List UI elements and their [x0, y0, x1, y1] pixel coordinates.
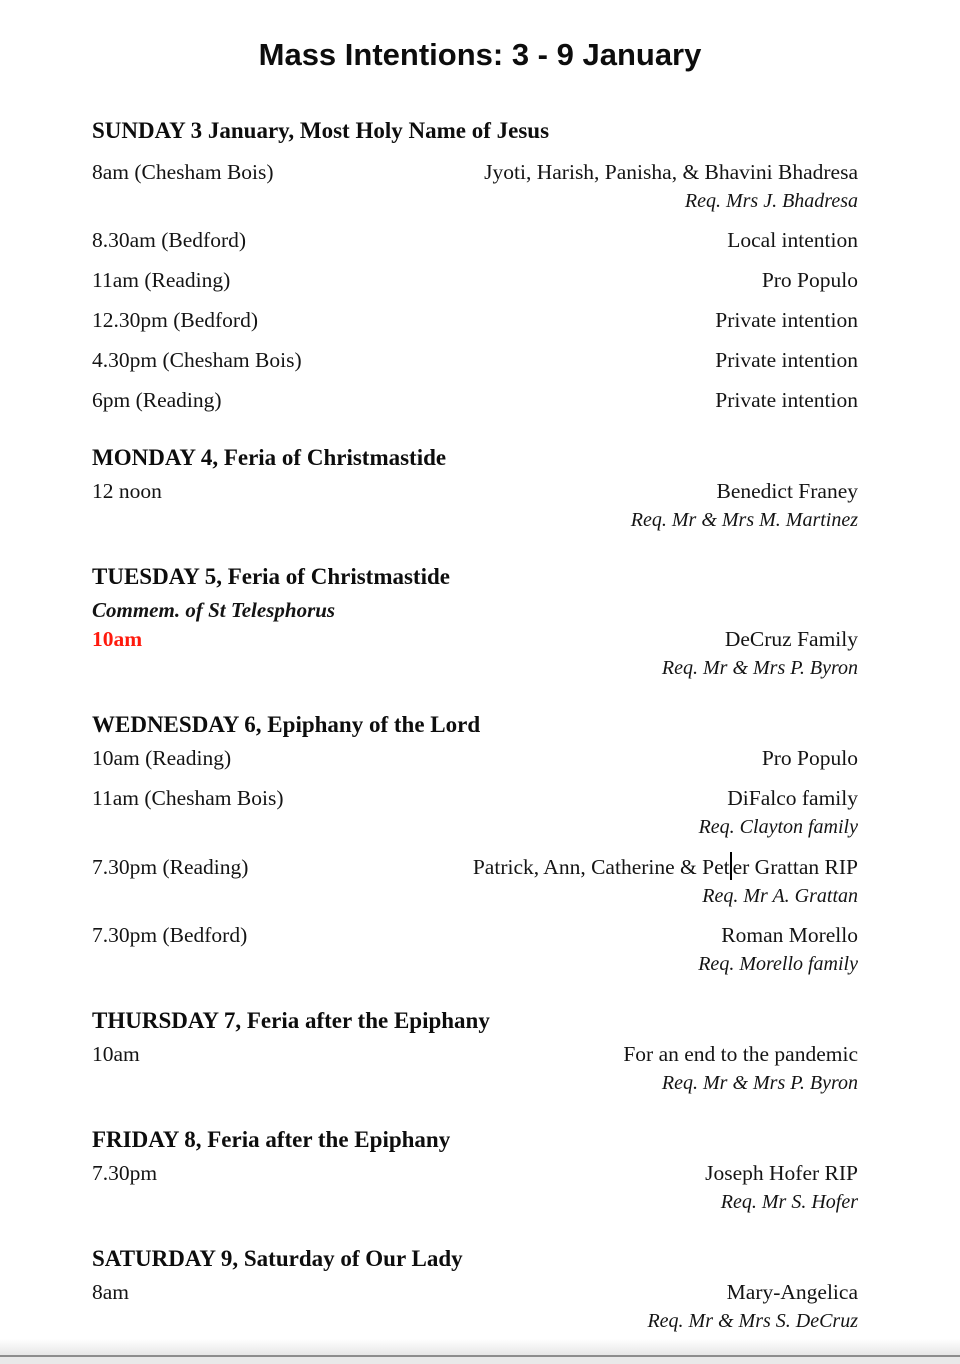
day-section-sunday [92, 116, 858, 415]
mass-intention: DiFalco family [727, 786, 858, 810]
mass-time-highlighted: 10am [92, 627, 143, 651]
mass-row [92, 386, 858, 415]
intention-text-before-cursor: Patrick, Ann, Catherine & Pet [472, 855, 730, 879]
requested-by: Req. Mr A. Grattan [702, 885, 858, 907]
mass-time: 8am [92, 1280, 130, 1304]
mass-time: 10am [92, 1042, 140, 1066]
day-section-wednesday [92, 710, 858, 978]
requested-by: Req. Mr S. Hofer [720, 1191, 858, 1213]
requested-by: Req. Morello family [698, 953, 858, 975]
mass-intention: Benedict Franey [716, 479, 858, 503]
mass-row [92, 1159, 858, 1188]
mass-row [92, 784, 858, 813]
mass-time: 4.30pm (Chesham Bois) [92, 348, 302, 372]
day-header: TUESDAY 5, Feria of Christmastide [92, 564, 450, 589]
mass-row [92, 1040, 858, 1069]
mass-row [92, 477, 858, 506]
page-title: Mass Intentions: 3 - 9 January [258, 37, 702, 72]
day-section-saturday [92, 1244, 858, 1335]
mass-intention: Joseph Hofer RIP [705, 1161, 858, 1185]
day-header: FRIDAY 8, Feria after the Epiphany [92, 1127, 451, 1152]
mass-time: 12 noon [92, 479, 162, 503]
mass-intention: Pro Populo [761, 746, 858, 770]
mass-intention: DeCruz Family [724, 627, 858, 651]
mass-row [92, 158, 858, 187]
day-header: THURSDAY 7, Feria after the Epiphany [92, 1008, 490, 1033]
mass-row [92, 226, 858, 255]
requested-by: Req. Mr & Mrs P. Byron [661, 657, 858, 679]
day-section-tuesday [92, 562, 858, 682]
mass-time: 7.30pm (Bedford) [92, 923, 248, 947]
mass-row [92, 921, 858, 950]
day-section-thursday [92, 1006, 858, 1097]
mass-intention: Private intention [715, 308, 858, 332]
viewport-bottom-edge [0, 1355, 960, 1364]
mass-time: 10am (Reading) [92, 746, 232, 770]
mass-intentions-list [92, 116, 858, 1335]
mass-intention [248, 852, 858, 882]
mass-time: 7.30pm (Reading) [92, 855, 249, 879]
mass-row [92, 306, 858, 335]
commemoration-note: Commem. of St Telesphorus [92, 598, 336, 622]
mass-time: 11am (Chesham Bois) [92, 786, 284, 810]
requested-by: Req. Mrs J. Bhadresa [684, 190, 858, 212]
page-bottom-fade [0, 1339, 960, 1355]
day-header: MONDAY 4, Feria of Christmastide [92, 445, 447, 470]
mass-time: 11am (Reading) [92, 268, 231, 292]
mass-row [92, 744, 858, 773]
requested-by: Req. Mr & Mrs S. DeCruz [647, 1310, 858, 1332]
mass-intention: Private intention [715, 348, 858, 372]
mass-row [92, 625, 858, 654]
day-header: WEDNESDAY 6, Epiphany of the Lord [92, 712, 481, 737]
mass-time: 6pm (Reading) [92, 388, 222, 412]
mass-intention: Local intention [727, 228, 858, 252]
mass-intention: Pro Populo [761, 268, 858, 292]
mass-time: 12.30pm (Bedford) [92, 308, 258, 332]
day-header: SUNDAY 3 January, Most Holy Name of Jesus [92, 118, 550, 143]
day-section-friday [92, 1125, 858, 1216]
mass-time: 8.30am (Bedford) [92, 228, 247, 252]
mass-row [92, 852, 858, 882]
mass-row [92, 1278, 858, 1307]
mass-time: 7.30pm [92, 1161, 158, 1185]
mass-intention: Jyoti, Harish, Panisha, & Bhavini Bhadresa [484, 160, 858, 184]
mass-intention: Mary-Angelica [726, 1280, 858, 1304]
mass-intention: Private intention [715, 388, 858, 412]
requested-by: Req. Clayton family [698, 816, 858, 838]
mass-row [92, 266, 858, 295]
mass-intention: For an end to the pandemic [623, 1042, 858, 1066]
requested-by: Req. Mr & Mrs P. Byron [661, 1072, 858, 1094]
mass-row [92, 346, 858, 375]
day-header: SATURDAY 9, Saturday of Our Lady [92, 1246, 463, 1271]
mass-time: 8am (Chesham Bois) [92, 160, 274, 184]
intention-text-after-cursor: er Grattan RIP [732, 855, 858, 879]
day-section-monday [92, 443, 858, 534]
mass-intention: Roman Morello [721, 923, 858, 947]
requested-by: Req. Mr & Mrs M. Martinez [630, 509, 858, 531]
